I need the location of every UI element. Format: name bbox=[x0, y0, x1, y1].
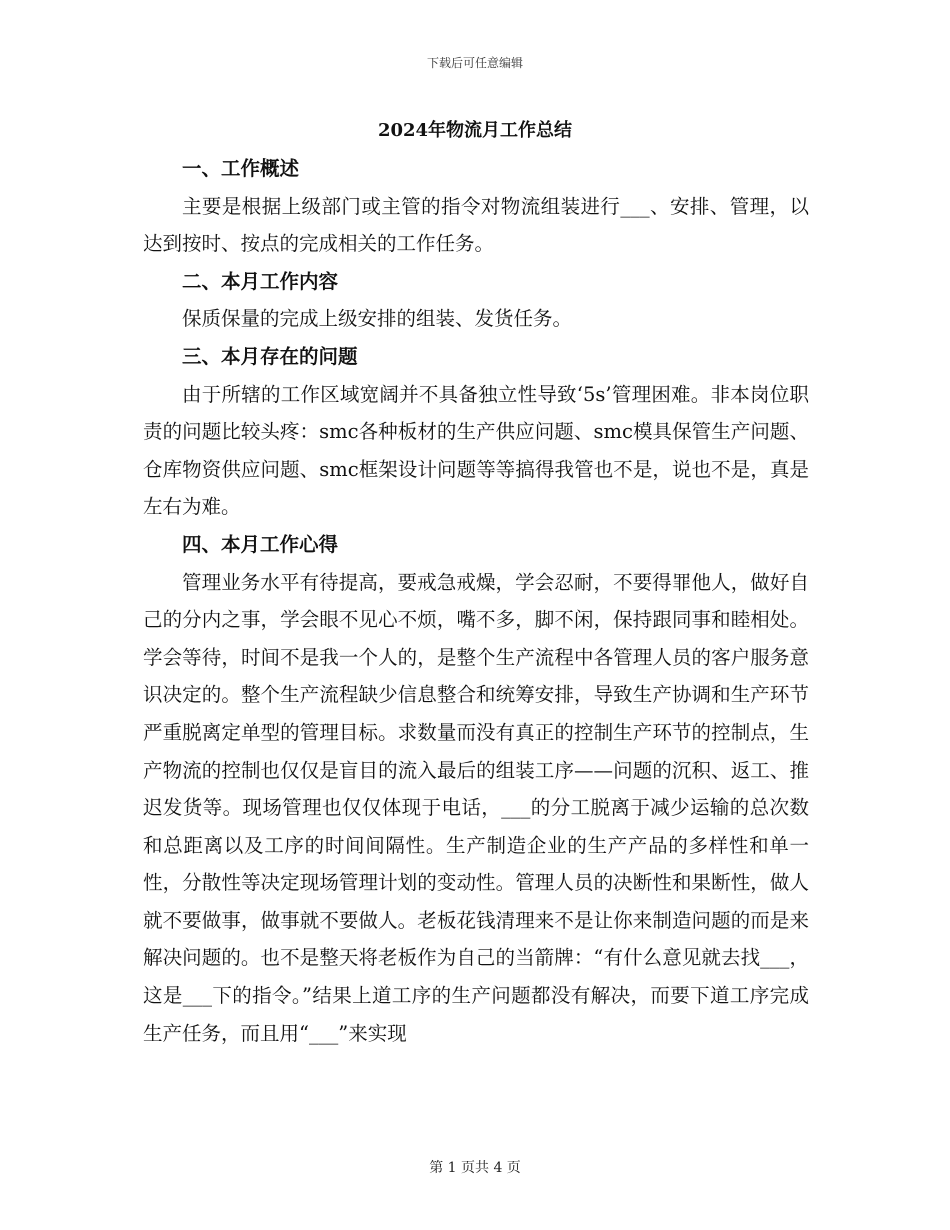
page-number: 第 1 页共 4 页 bbox=[429, 1160, 521, 1176]
section-heading-insights: 四、本月工作心得 bbox=[182, 532, 339, 556]
paragraph-problems: 由于所辖的工作区域宽阔并不具备独立性导致‘5s’管理困难。非本岗位职责的问题比较头疼：smc各种板材的生产供应问题、smc模具保管生产问题、仓库物资供应问题、smc框架设计问题等等搞得我管也不是，说也不是，真是左右为难。 bbox=[143, 382, 809, 519]
section-heading-content: 二、本月工作内容 bbox=[182, 269, 339, 293]
section-heading-problems: 三、本月存在的问题 bbox=[182, 344, 358, 368]
header-note: 下载后可任意编辑 bbox=[426, 56, 523, 70]
paragraph-content: 保质保量的完成上级安排的组装、发货任务。 bbox=[182, 307, 573, 331]
paragraph-overview: 主要是根据上级部门或主管的指令对物流组装进行___、安排、管理，以达到按时、按点的完成相关的工作任务。 bbox=[143, 194, 809, 256]
section-heading-overview: 一、工作概述 bbox=[182, 157, 300, 180]
document-title: 2024年物流月工作总结 bbox=[377, 120, 573, 141]
paragraph-insights: 管理业务水平有待提高，要戒急戒燥，学会忍耐，不要得罪他人，做好自己的分内之事，学会眼不见心不烦，嘴不多，脚不闲，保持跟同事和睦相处。学会等待，时间不是我一个人的，是整个生产流程中各管理人员的客户服务意识决定的。整个生产流程缺少信息整合和统筹安排，导致生产协调和生产环节严重脱离定单型的管理目标。求数量而没有真正的控制生产环节的控制点，生产物流的控制也仅仅是盲目的流入最后的组装工序——问题的沉积、返工、推迟发货等。现场管理也仅仅体现于电话，___的分工脱离于减少运输的总次数和总距离以及工序的时间间隔性。生产制造企业的生产产品的多样性和单一性，分散性等决定现场管理计划的变动性。管理人员的决断性和果断性，做人就不要做事，做事就不要做人。老板花钱清理来不是让你来制造问题的而是来解决问题的。也不是整天将老板作为自己的当箭牌：“有什么意见就去找___，这是___下的指令。”结果上道工序的生产问题都没有解决，而要下道工序完成生产任务，而且用“___”来实现 bbox=[143, 570, 809, 1045]
document-body bbox=[143, 150, 809, 1052]
